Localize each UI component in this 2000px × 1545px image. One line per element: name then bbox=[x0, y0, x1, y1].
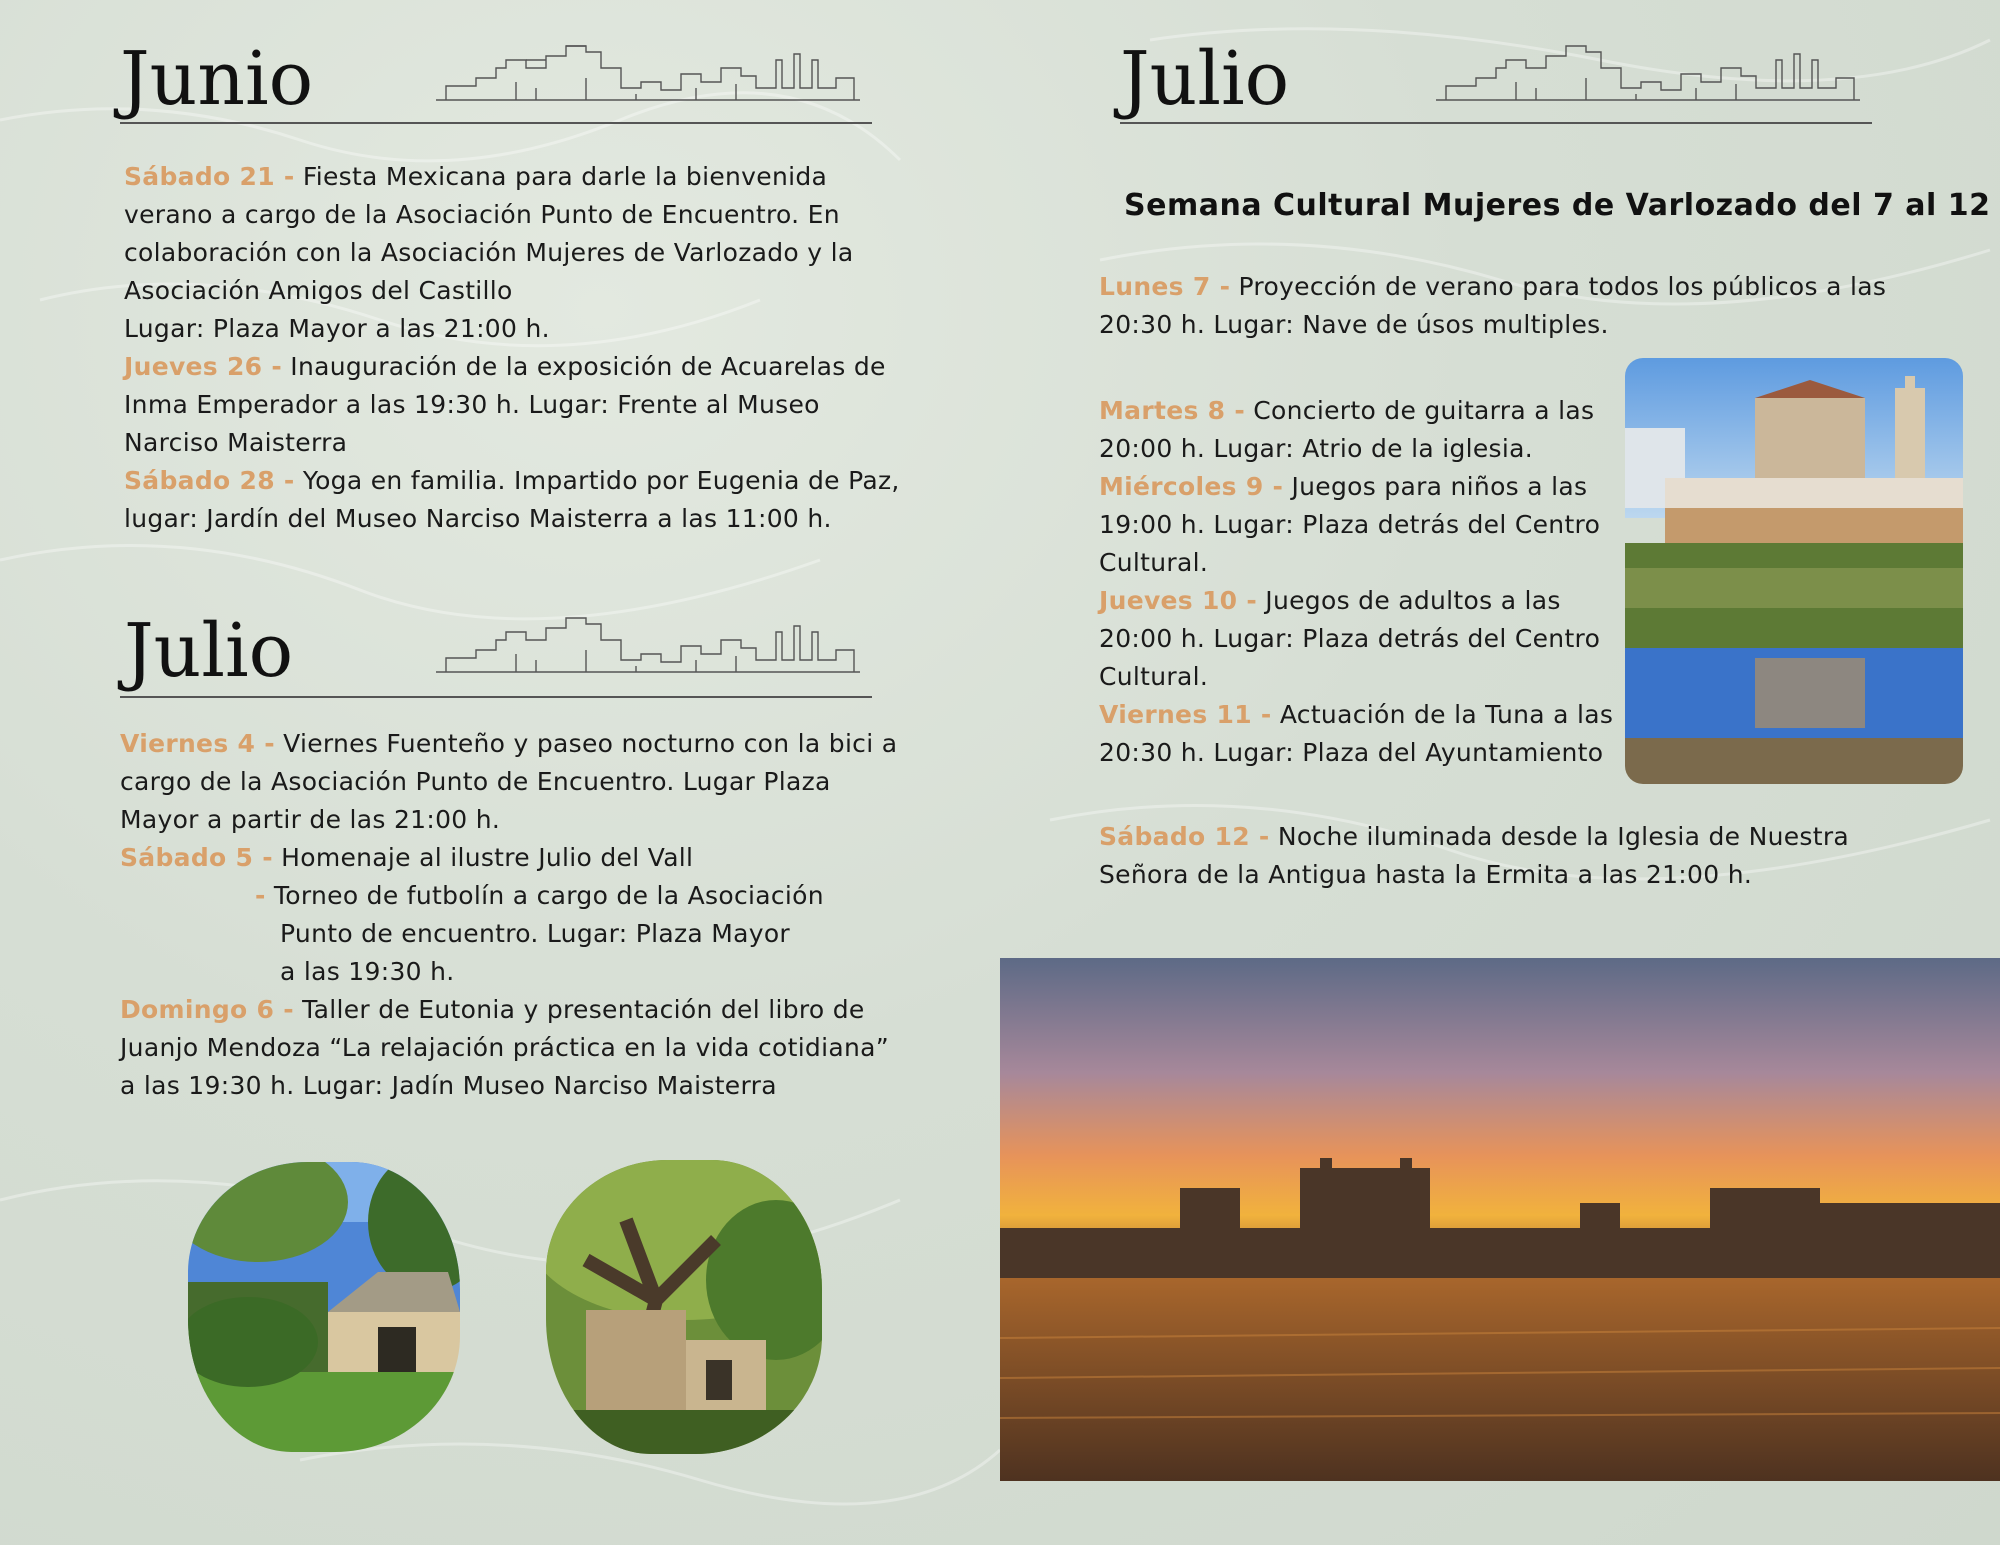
event-text: Juegos de adultos a las bbox=[1257, 586, 1561, 615]
event-line bbox=[120, 877, 940, 915]
event-line: a las 19:30 h. bbox=[280, 957, 455, 986]
event-line bbox=[1099, 392, 1629, 430]
event-line: 19:00 h. Lugar: Plaza detrás del Centro bbox=[1099, 510, 1601, 539]
event-line: Punto de encuentro. Lugar: Plaza Mayor bbox=[280, 919, 791, 948]
julio-heading-left: Julio bbox=[124, 608, 294, 694]
event-text: Noche iluminada desde la Iglesia de Nuestra bbox=[1269, 822, 1850, 851]
event-line: 20:30 h. Lugar: Plaza del Ayuntamiento bbox=[1099, 738, 1604, 767]
julio-right-events-middle bbox=[1099, 392, 1629, 772]
event-line bbox=[124, 462, 944, 500]
event-text: Concierto de guitarra a las bbox=[1245, 396, 1595, 425]
junio-heading: Junio bbox=[120, 36, 314, 122]
event-line: verano a cargo de la Asociación Punto de Encuentro. En bbox=[124, 200, 840, 229]
event-day: Viernes 11 - bbox=[1099, 700, 1272, 729]
event-line bbox=[124, 348, 944, 386]
event-text: Homenaje al ilustre Julio del Vall bbox=[272, 843, 694, 872]
event-line: Juanjo Mendoza “La relajación práctica en la vida cotidiana” bbox=[120, 1033, 889, 1062]
event-line: Inma Emperador a las 19:30 h. Lugar: Frente al Museo bbox=[124, 390, 820, 419]
event-day: Sábado 21 - bbox=[124, 162, 295, 191]
event-line bbox=[124, 158, 944, 196]
event-line: Narciso Maisterra bbox=[124, 428, 348, 457]
event-day: Sábado 28 - bbox=[124, 466, 295, 495]
event-line: Asociación Amigos del Castillo bbox=[124, 276, 513, 305]
event-line: Mayor a partir de las 21:00 h. bbox=[120, 805, 501, 834]
event-text: Torneo de futbolín a cargo de la Asociación bbox=[265, 881, 824, 910]
event-line: Lugar: Plaza Mayor a las 21:00 h. bbox=[124, 314, 550, 343]
event-line: Señora de la Antigua hasta la Ermita a las 21:00 h. bbox=[1099, 860, 1753, 889]
event-day: Jueves 26 - bbox=[124, 352, 283, 381]
event-day: Jueves 10 - bbox=[1099, 586, 1258, 615]
event-line bbox=[120, 725, 940, 763]
event-line: a las 19:30 h. Lugar: Jadín Museo Narciso Maisterra bbox=[120, 1071, 777, 1100]
junio-heading-rule bbox=[120, 122, 872, 124]
julio-heading-right: Julio bbox=[1120, 36, 1290, 122]
event-line: cargo de la Asociación Punto de Encuentro. Lugar Plaza bbox=[120, 767, 831, 796]
julio-heading-rule bbox=[120, 696, 872, 698]
event-line: lugar: Jardín del Museo Narciso Maisterra a las 11:00 h. bbox=[124, 504, 832, 533]
town-skyline-sketch bbox=[436, 38, 860, 114]
event-day: Miércoles 9 - bbox=[1099, 472, 1284, 501]
tree-courtyard-photo bbox=[546, 1160, 822, 1454]
event-day: Domingo 6 - bbox=[120, 995, 294, 1024]
church-reflection-photo bbox=[1625, 358, 1963, 784]
julio-right-events-bottom bbox=[1099, 818, 1979, 894]
julio-left-events bbox=[120, 725, 940, 1105]
junio-events bbox=[124, 158, 944, 538]
event-line bbox=[1099, 582, 1629, 620]
town-skyline-sketch bbox=[1436, 38, 1860, 114]
event-day: - bbox=[255, 881, 266, 910]
event-line bbox=[1099, 468, 1629, 506]
event-text: Viernes Fuenteño y paseo nocturno con la bici a bbox=[274, 729, 898, 758]
sunset-castle-photo bbox=[1000, 958, 2000, 1481]
event-text: Juegos para niños a las bbox=[1283, 472, 1588, 501]
event-line bbox=[1099, 818, 1979, 856]
event-line bbox=[120, 839, 940, 877]
town-skyline-sketch bbox=[436, 610, 860, 686]
julio-right-events-top bbox=[1099, 268, 1979, 344]
semana-cultural-subtitle: Semana Cultural Mujeres de Varlozado del 7 al 12 bbox=[1124, 188, 1991, 223]
event-line bbox=[1099, 268, 1979, 306]
event-text: Yoga en familia. Impartido por Eugenia de Paz, bbox=[294, 466, 900, 495]
event-day: Sábado 5 - bbox=[120, 843, 273, 872]
event-text: Actuación de la Tuna a las bbox=[1271, 700, 1614, 729]
event-line: 20:30 h. Lugar: Nave de úsos multiples. bbox=[1099, 310, 1609, 339]
event-text: Proyección de verano para todos los públicos a las bbox=[1230, 272, 1887, 301]
event-day: Lunes 7 - bbox=[1099, 272, 1231, 301]
event-text: Fiesta Mexicana para darle la bienvenida bbox=[294, 162, 828, 191]
event-text: Inauguración de la exposición de Acuarelas de bbox=[282, 352, 886, 381]
event-line bbox=[1099, 696, 1629, 734]
garden-house-photo bbox=[188, 1162, 460, 1452]
event-line: 20:00 h. Lugar: Plaza detrás del Centro bbox=[1099, 624, 1601, 653]
event-day: Martes 8 - bbox=[1099, 396, 1246, 425]
julio-right-heading-rule bbox=[1120, 122, 1872, 124]
event-line bbox=[120, 991, 940, 1029]
event-text: Taller de Eutonia y presentación del libro de bbox=[293, 995, 865, 1024]
event-line: Cultural. bbox=[1099, 662, 1209, 691]
event-day: Sábado 12 - bbox=[1099, 822, 1270, 851]
event-day: Viernes 4 - bbox=[120, 729, 275, 758]
event-line: colaboración con la Asociación Mujeres de Varlozado y la bbox=[124, 238, 854, 267]
event-line: 20:00 h. Lugar: Atrio de la iglesia. bbox=[1099, 434, 1533, 463]
event-line: Cultural. bbox=[1099, 548, 1209, 577]
